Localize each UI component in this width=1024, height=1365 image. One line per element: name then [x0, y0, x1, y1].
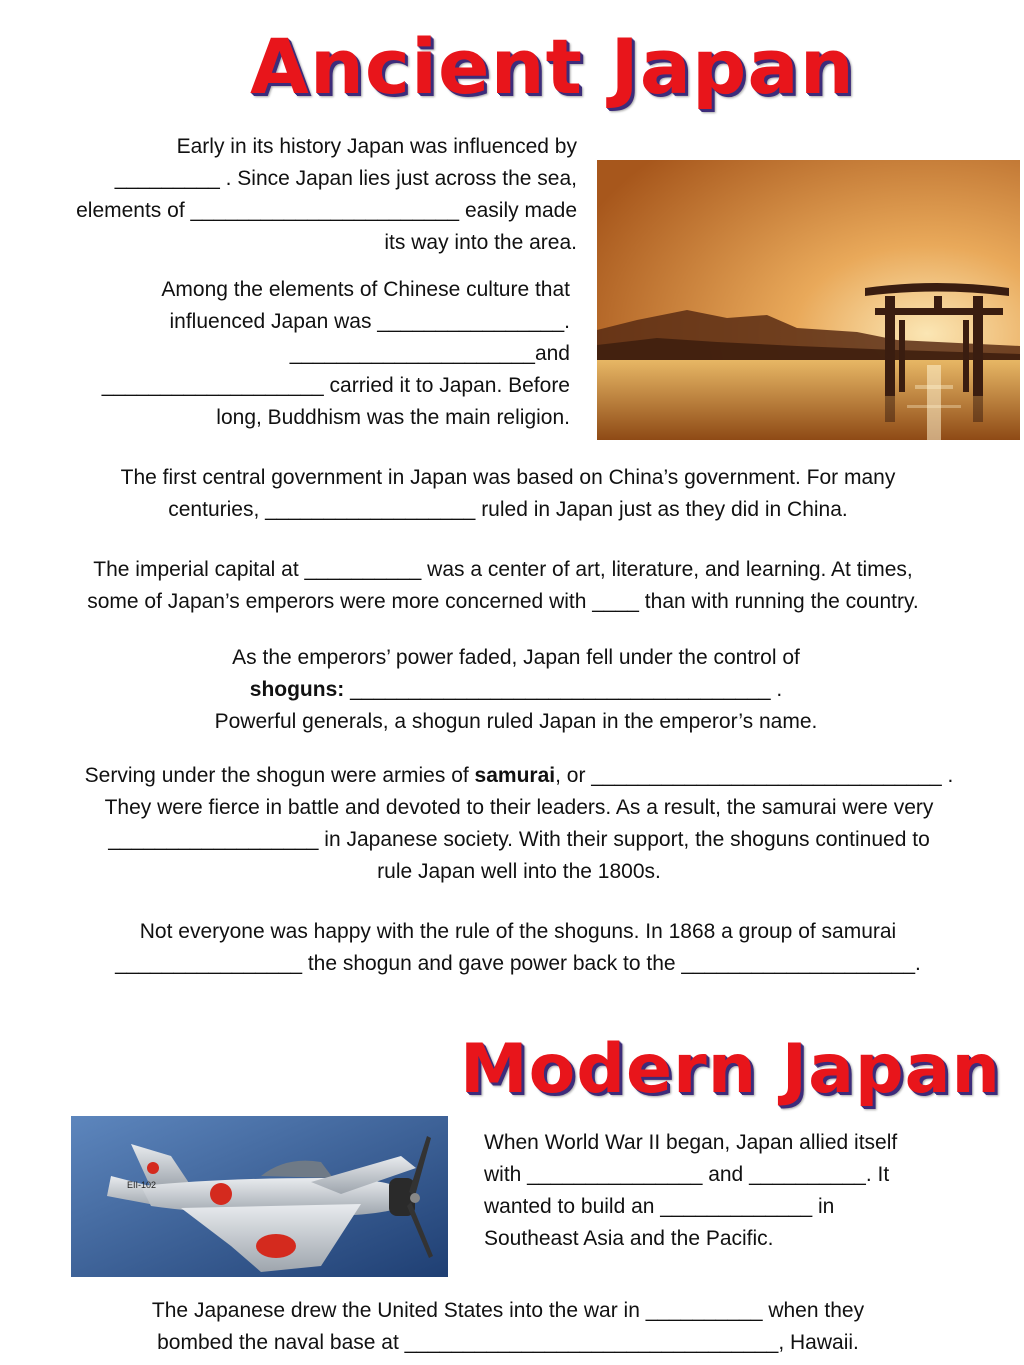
text-line: Powerful generals, a shogun ruled Japan in the emperor’s name. — [214, 710, 818, 733]
ancient-paragraph-4 — [0, 554, 1006, 618]
text-line: Among the elements of Chinese culture that — [161, 278, 570, 301]
modern-paragraph-1 — [484, 1127, 897, 1255]
text-line: elements of _______________________ easily made — [76, 199, 577, 222]
text-line: As the emperors’ power faded, Japan fell under the control of — [232, 646, 800, 669]
text-line: The first central government in Japan was based on China’s government. For many — [120, 466, 896, 489]
ancient-japan-title: Ancient Japan — [250, 22, 855, 111]
text-line — [0, 760, 1024, 792]
text-line: wanted to build an _____________ in — [484, 1195, 835, 1218]
text-line: influenced Japan was ________________. — [169, 310, 570, 333]
text-line: with _______________ and __________. It — [484, 1163, 890, 1186]
text-line: The imperial capital at __________ was a center of art, literature, and learning. At times, — [93, 558, 913, 581]
text-line: _________ . Since Japan lies just across the sea, — [114, 167, 577, 190]
shoguns-term: shoguns: — [249, 678, 345, 701]
text-line: Early in its history Japan was influenced by — [176, 135, 577, 158]
modern-paragraph-2 — [0, 1295, 1016, 1359]
text-fragment: ____________________________________ . — [344, 678, 783, 701]
text-line: They were fierce in battle and devoted to their leaders. As a result, the samurai were very — [104, 796, 934, 819]
text-fragment: , or ______________________________ . — [555, 764, 954, 787]
text-line: Not everyone was happy with the rule of the shoguns. In 1868 a group of samurai — [139, 920, 897, 943]
text-fragment: Serving under the shogun were armies of — [84, 764, 475, 787]
ancient-paragraph-7 — [0, 916, 1024, 980]
ancient-paragraph-3 — [0, 462, 1016, 526]
torii-gate-photo — [597, 160, 1020, 440]
modern-japan-title: Modern Japan — [460, 1030, 1001, 1109]
zero-fighter-plane-photo — [71, 1116, 448, 1277]
text-line: _____________________and — [289, 342, 570, 365]
text-line: When World War II began, Japan allied itself — [484, 1131, 898, 1154]
ancient-paragraph-2 — [102, 274, 570, 434]
samurai-term: samurai — [474, 764, 556, 787]
text-line — [0, 674, 1024, 706]
ancient-paragraph-5 — [0, 642, 1024, 738]
text-line: centuries, __________________ ruled in Japan just as they did in China. — [168, 498, 848, 521]
text-line: ________________ the shogun and gave power back to the ____________________. — [115, 952, 921, 975]
tail-code-text: EII-102 — [127, 1180, 157, 1190]
text-line: long, Buddhism was the main religion. — [216, 406, 570, 429]
text-line: The Japanese drew the United States into the war in __________ when they — [151, 1299, 865, 1322]
text-line: bombed the naval base at ________________________________, Hawaii. — [157, 1331, 859, 1354]
text-line: Southeast Asia and the Pacific. — [484, 1227, 774, 1250]
text-line: __________________ in Japanese society. With their support, the shoguns continued to — [108, 828, 930, 851]
ancient-paragraph-1 — [76, 131, 577, 259]
text-line: some of Japan’s emperors were more concerned with ____ than with running the country. — [87, 590, 919, 613]
ancient-paragraph-6 — [0, 760, 1024, 888]
text-line: its way into the area. — [384, 231, 577, 254]
text-line: ___________________ carried it to Japan. Before — [101, 374, 570, 397]
text-line: rule Japan well into the 1800s. — [377, 860, 661, 883]
